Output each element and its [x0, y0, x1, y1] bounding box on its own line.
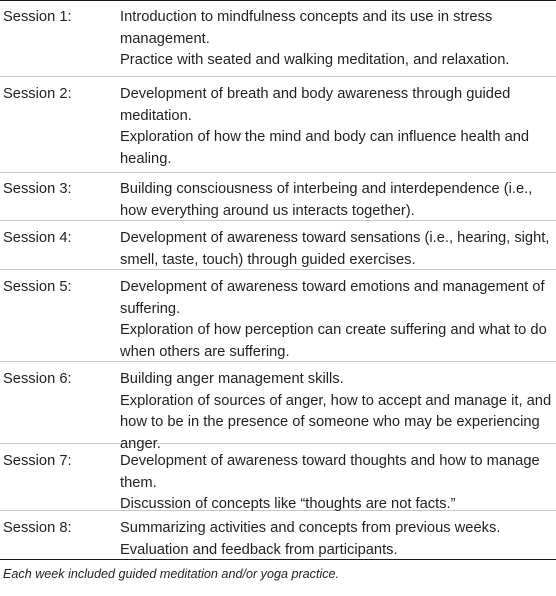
session-line: Practice with seated and walking meditation, and relaxation.	[120, 52, 510, 68]
session-description	[120, 84, 552, 170]
session-line: Introduction to mindfulness concepts and its use in stress management.	[120, 9, 493, 47]
session-description	[120, 179, 552, 222]
session-description	[120, 7, 552, 72]
session-line: Development of awareness toward thoughts and how to manage them.	[120, 453, 540, 491]
session-line: Evaluation and feedback from participants.	[120, 541, 398, 558]
session-line: Development of awareness toward emotions and management of suffering.	[120, 279, 545, 317]
session-label: Session 3:	[3, 181, 72, 197]
table-bottom-rule	[0, 559, 556, 560]
session-label: Session 7:	[3, 453, 72, 469]
session-description	[120, 451, 552, 516]
session-line: Exploration of how the mind and body can influence health and healing.	[120, 129, 530, 167]
session-label: Session 8:	[3, 520, 72, 536]
session-description	[120, 277, 552, 363]
session-description	[120, 369, 552, 455]
session-row-1	[0, 0, 556, 77]
session-line: Summarizing activities and concepts from previous weeks.	[120, 520, 501, 536]
session-line: Development of breath and body awareness through guided meditation.	[120, 86, 511, 124]
session-row-6	[0, 362, 556, 452]
session-row-8	[0, 511, 556, 559]
session-line: Exploration of sources of anger, how to accept and manage it, and how to be in the presence of someone who may be experiencing anger.	[120, 392, 552, 452]
session-label: Session 2:	[3, 86, 72, 102]
session-label: Session 1:	[3, 9, 72, 25]
session-line: Building consciousness of interbeing and interdependence (i.e., how everything around us interacts together).	[120, 181, 533, 219]
session-row-7	[0, 444, 556, 511]
session-row-3	[0, 172, 556, 221]
table-footnote: Each week included guided meditation and/or yoga practice.	[3, 567, 340, 581]
session-label: Session 4:	[3, 230, 72, 246]
session-row-4	[0, 221, 556, 270]
session-row-2	[0, 77, 556, 173]
session-line: Building anger management skills.	[120, 371, 344, 387]
session-line: Exploration of how perception can create suffering and what to do when others are suffering.	[120, 322, 547, 360]
session-row-5	[0, 270, 556, 362]
session-line: Discussion of concepts like “thoughts are not facts.”	[120, 496, 456, 512]
session-description	[120, 518, 552, 561]
session-label: Session 6:	[3, 371, 72, 387]
session-line: Development of awareness toward sensations (i.e., hearing, sight, smell, taste, touch) through guided exercises.	[120, 230, 550, 268]
session-description	[120, 228, 552, 271]
session-label: Session 5:	[3, 279, 72, 295]
